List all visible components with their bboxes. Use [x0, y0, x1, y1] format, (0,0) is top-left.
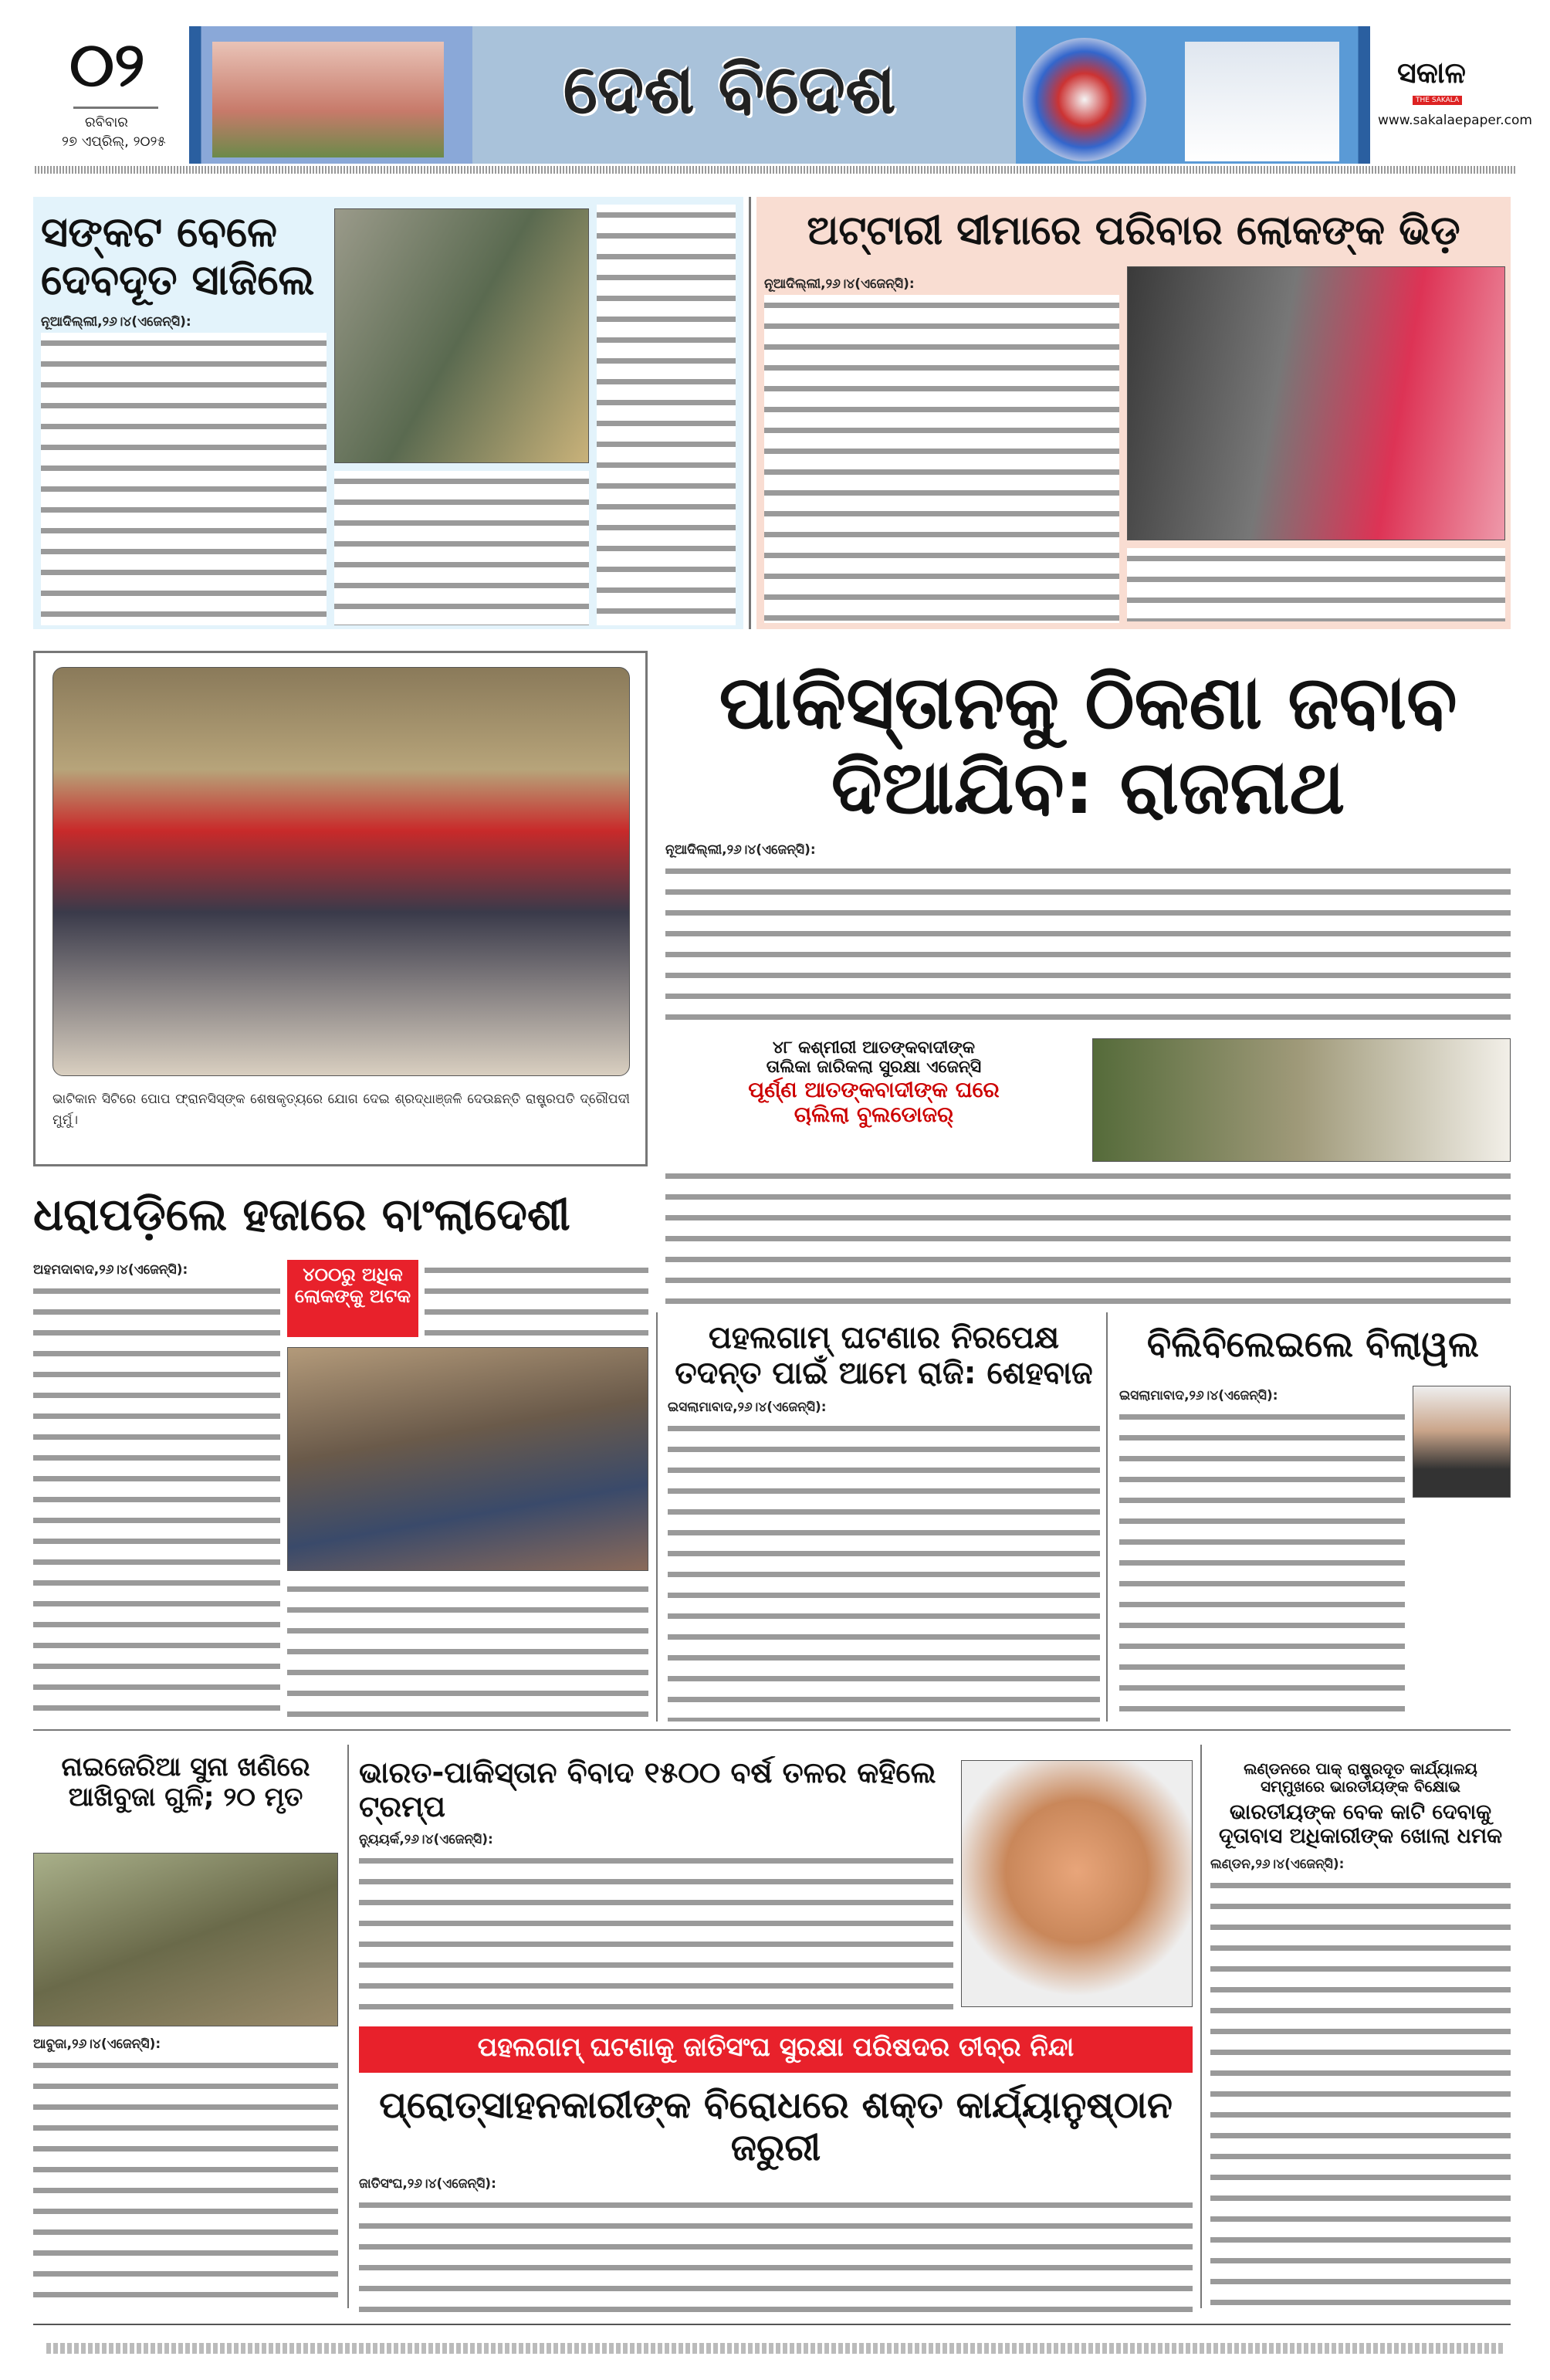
- detained-crowd-photo: [287, 1347, 648, 1571]
- photo-caption: [1127, 548, 1505, 621]
- column-rule: [1106, 1312, 1108, 1722]
- headline: ଅଟ୍ଟାରୀ ସୀମାରେ ପରିବାର ଲୋକଙ୍କ ଭିଡ଼: [807, 208, 1460, 254]
- column-rule: [1200, 1745, 1202, 2308]
- divider: [73, 107, 158, 109]
- dateline: ନୂଆଦିଲ୍ଲୀ,୨୬।୪(ଏଜେନ୍ସି):: [764, 276, 915, 292]
- page-header: [31, 22, 1532, 168]
- bilawal-photo: [1413, 1386, 1511, 1498]
- london-kicker-1: ଲଣ୍ଡନରେ ପାକ୍ ରାଷ୍ଟ୍ରଦୂତ କାର୍ଯ୍ୟାଳୟ: [1244, 1760, 1477, 1778]
- brand-sub: THE SAKALA: [1413, 96, 1462, 105]
- vatican-box: [33, 651, 648, 1166]
- headline: ଚାଲିଲା ବୁଲଡୋଜର୍: [794, 1101, 954, 1127]
- footer-rule: [33, 2324, 1511, 2325]
- column-rule: [656, 1312, 658, 1722]
- un-body: [359, 2195, 1193, 2312]
- un-dateline: ଜାତିସଂଘ,୨୬।୪(ଏଜେନ୍ସି):: [359, 2176, 496, 2192]
- bangladeshi-dateline: ଅହମଦାବାଦ,୨୬।୪(ଏଜେନ୍ସି):: [33, 1262, 188, 1278]
- nigeria-gunmen-photo: [33, 1853, 338, 2026]
- parliament-image: [212, 42, 444, 157]
- rajnath-body: [665, 1166, 1511, 1305]
- rajnath-dateline: ନୂଆଦିଲ୍ଲୀ,୨୬।୪(ଏଜେନ୍ସି):: [665, 841, 816, 858]
- date: ୨୭ ଏପ୍ରିଲ୍, ୨୦୨୫: [62, 134, 166, 150]
- nigeria-headline-2: ଆଖିବୁଜା ଗୁଳି; ୨୦ ମୃତ: [68, 1782, 303, 1813]
- bangladeshi-body: [33, 1281, 280, 1719]
- section-title: ଦେଶ ବିଦେଶ: [563, 49, 896, 129]
- article-angel: [33, 197, 743, 629]
- bangladeshi-body: [425, 1260, 648, 1341]
- shehbaz-dateline: ଇସଲାମାବାଦ,୨୬।୪(ଏଜେନ୍ସି):: [668, 1400, 827, 1415]
- trump-photo: [961, 1760, 1193, 2007]
- capitol-image: [1185, 42, 1339, 161]
- family-border-photo: [1127, 266, 1505, 540]
- vatican-funeral-photo: [52, 667, 630, 1076]
- bilawal-dateline: ଇସଲାମାବାଦ,୨୬।୪(ଏଜେନ୍ସି):: [1119, 1388, 1278, 1403]
- article-attari: [756, 197, 1511, 629]
- trump-headline: ଭାରତ-ପାକିସ୍ତାନ ବିବାଦ ୧୫୦୦ ବର୍ଷ ତଳର କହିଲେ ଟ୍ରମ୍ପ: [359, 1756, 936, 1823]
- bangladeshi-body: [287, 1579, 648, 1718]
- shehbaz-headline-1: ପହଲଗାମ୍ ଘଟଣାର ନିରପେକ୍ଷ: [708, 1320, 1060, 1356]
- nigeria-dateline: ଆବୁଜା,୨୬।୪(ଏଜେନ୍ସି):: [33, 2036, 161, 2052]
- bilawal-headline: ବିଲିବିଲେଇଲେ ବିଲାୱଲ: [1146, 1323, 1480, 1365]
- tourists-photo: [334, 208, 589, 463]
- globe-flags-image: [1023, 38, 1146, 161]
- column-rule: [749, 197, 751, 629]
- body-text: [597, 205, 736, 625]
- london-headline-2: ଦୂତାବାସ ଅଧିକାରୀଙ୍କ ଖୋଲା ଧମକ: [1218, 1824, 1503, 1849]
- column-rule: [347, 1745, 349, 2308]
- nigeria-body: [33, 2055, 338, 2312]
- terror-list-box: [665, 1038, 1082, 1162]
- bilawal-body: [1119, 1407, 1405, 1722]
- brand-logo: ସକାଳ: [1397, 56, 1466, 90]
- website-link[interactable]: www.sakalaepaper.com: [1378, 113, 1532, 128]
- body-text: [334, 471, 589, 625]
- shehbaz-headline-2: ତଦନ୍ତ ପାଇଁ ଆମେ ରାଜି: ଶେହବାଜ: [675, 1356, 1093, 1391]
- body-text: [41, 333, 327, 625]
- trump-body: [359, 1850, 953, 2019]
- header-rule: [35, 166, 1517, 174]
- shehbaz-body: [668, 1418, 1100, 1722]
- section-banner: [189, 26, 1370, 164]
- headline: ସଙ୍କଟ ବେଳେ ଦେବଦୂତ ସାଜିଲେ: [41, 208, 315, 305]
- bangladeshi-badge: ୪୦୦ରୁ ଅଧିକ ଲୋକଙ୍କୁ ଅଟକ: [287, 1260, 418, 1337]
- page-number: ୦୨: [69, 29, 145, 100]
- rajnath-headline-2: ଦିଆଯିବ: ରାଜନାଥ: [831, 744, 1345, 831]
- trump-dateline: ନ୍ୟୁୟର୍କ,୨୬।୪(ଏଜେନ୍ସି):: [359, 1832, 493, 1848]
- dateline: ନୂଆଦିଲ୍ଲୀ,୨୬।୪(ଏଜେନ୍ସି):: [41, 314, 191, 330]
- day: ରବିବାର: [85, 114, 128, 130]
- london-headline-1: ଭାରତୀୟଙ୍କ ବେକ କାଟି ଦେବାକୁ: [1229, 1800, 1492, 1824]
- rajnath-body: [665, 861, 1511, 1034]
- kicker: ତାଲିକା ଜାରିକଲା ସୁରକ୍ଷା ଏଜେନ୍ସି: [766, 1058, 982, 1078]
- nigeria-headline-1: ନାଇଜେରିଆ ସୁନା ଖଣିରେ: [61, 1752, 310, 1782]
- rajnath-headline-1: ପାକିସ୍ତାନକୁ ଠିକଣା ଜବାବ: [719, 660, 1457, 746]
- kicker: ୪୮ କଶ୍ମୀରୀ ଆତଙ୍କବାଦୀଙ୍କ: [772, 1038, 976, 1058]
- section-rule: [33, 1729, 1511, 1731]
- photo-caption: ଭାଟିକାନ ସିଟିରେ ପୋପ ଫ୍ରାନସିସ୍‌ଙ୍କ ଶେଷକୃତ୍ୟରେ ଯୋଗ ଦେଇ ଶ୍ରଦ୍ଧାଞ୍ଜଳି ଦେଉଛନ୍ତି ରାଷ୍ଟ୍ରପତି ଦ୍ରୌପଦୀ ମୁର୍ମୁ।: [52, 1092, 630, 1128]
- london-body: [1210, 1875, 1511, 2312]
- bangladeshi-headline: ଧରାପଡ଼ିଲେ ହଜାରେ ବାଂଲାଦେଶୀ: [33, 1189, 570, 1241]
- color-registration-bar: [46, 2343, 1505, 2354]
- headline: ପୂର୍ଣ୍ଣ ଆତଙ୍କବାଦୀଙ୍କ ଘରେ: [748, 1076, 1000, 1102]
- body-text: [764, 295, 1119, 623]
- london-kicker-2: ସମ୍ମୁଖରେ ଭାରତୀୟଙ୍କ ବିକ୍ଷୋଭ: [1260, 1777, 1461, 1796]
- un-banner: ପହଲଗାମ୍ ଘଟଣାକୁ ଜାତିସଂଘ ସୁରକ୍ଷା ପରିଷଦର ତୀବ୍ର ନିନ୍ଦା: [359, 2026, 1193, 2073]
- london-dateline: ଲଣ୍ଡନ,୨୬।୪(ଏଜେନ୍ସି):: [1210, 1857, 1345, 1873]
- un-headline: ପ୍ରୋତ୍ସାହନକାରୀଙ୍କ ବିରୋଧରେ ଶକ୍ତ କାର୍ଯ୍ୟାନୁଷ୍ଠାନ ଜରୁରୀ: [379, 2084, 1173, 2170]
- army-chief-rajnath-photo: [1092, 1038, 1511, 1162]
